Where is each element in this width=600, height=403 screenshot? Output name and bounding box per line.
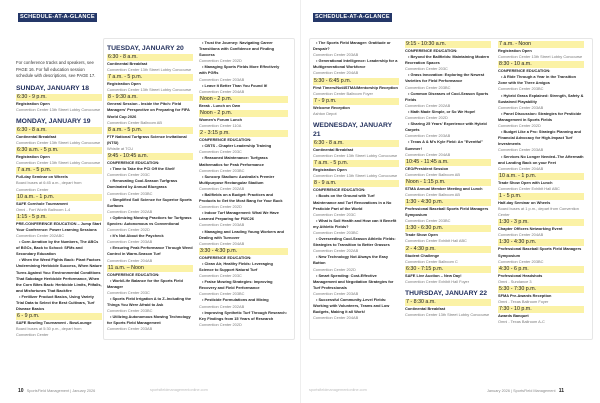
session-item: • Fraise Mowing Strategies: Improving Recovery and Field Performance bbox=[199, 279, 288, 291]
time-slot: 10 a.m. - 1 p.m. bbox=[16, 194, 102, 201]
session-item: • Common Diseases of Cool-Season Sports Fields bbox=[405, 91, 491, 103]
event-location: Convention Center 13th Street Lobby Concourse bbox=[405, 312, 490, 317]
event-title: Trade Show Open bbox=[405, 232, 438, 238]
session-item: • Panel Discussion: Strategies for Pesticide Management in Sports Fields bbox=[498, 111, 584, 123]
session-item: • Overseeding Cool-Season Athletic Fields: Strategies to Transition to Better Grasses bbox=[313, 236, 399, 248]
event-location: Convention Center 204AB bbox=[199, 240, 245, 246]
event-location: Convention Center 203C bbox=[199, 149, 242, 155]
event-location: Convention Center 203BC bbox=[199, 291, 245, 297]
time-slot: 4:30 - 6 p.m. bbox=[498, 266, 584, 273]
session-item: • Budget Like a Pro: Strategic Planning and Financial Advocacy for High-Impact Turf Investments bbox=[498, 129, 584, 147]
event-location: Convention Center Exhibit Hall ABC bbox=[405, 238, 467, 244]
event-location: Omni - Sundance 3 bbox=[498, 278, 532, 284]
event-location: Convention Center 202AB bbox=[405, 102, 451, 108]
page-number: 10 bbox=[18, 388, 24, 394]
event-location: Convention Center 203AB bbox=[498, 104, 544, 110]
event-title: Professional Headshots bbox=[498, 272, 543, 278]
schedule-column-3 bbox=[199, 40, 288, 336]
time-slot: 7 a.m. - 5 p.m. bbox=[16, 167, 102, 174]
event-location: Convention Center 202ABC bbox=[16, 233, 65, 238]
event-location: Convention Center 203AB bbox=[313, 290, 359, 296]
event-location: Convention Center 202AB bbox=[107, 208, 153, 214]
schedule-column-1 bbox=[16, 60, 102, 350]
time-slot: 10 a.m. - 1 p.m. bbox=[498, 173, 584, 180]
event-title: Continental Breakfast bbox=[313, 146, 354, 152]
event-location: Board buses at 5:30 p.m., depart from Convention Center bbox=[16, 326, 82, 338]
event-title: STMA Annual Member Meeting and Lunch bbox=[405, 185, 483, 191]
event-location: Convention Center 13th Street Lobby Concourse bbox=[313, 153, 398, 159]
schedule-column-6 bbox=[498, 40, 584, 336]
time-slot: 2 - 4:30 p.m. bbox=[405, 246, 491, 253]
time-slot: Noon - 1:15 p.m. bbox=[405, 179, 491, 186]
event-location: Convention Center Ballroom AB bbox=[405, 191, 460, 197]
time-slot: 1:15 - 5 p.m. bbox=[16, 214, 102, 221]
session-item: • Ballfields on a Budget: Practices and Products to Get the Most Bang for Your Buck bbox=[199, 192, 288, 204]
time-slot: 8 a.m. - 5 p.m. bbox=[107, 127, 193, 134]
footer-right bbox=[487, 388, 564, 394]
time-slot: 6:30 - 8 a.m. bbox=[16, 127, 102, 134]
event-title: SFMA Pre-Awards Reception bbox=[498, 292, 552, 298]
time-slot: 6:30 - 8 a.m. bbox=[313, 140, 399, 147]
event-location: Convention Center 203AB bbox=[405, 133, 451, 139]
time-slot: Noon - 2 p.m. bbox=[199, 110, 288, 117]
event-location: Omni - Texas Ballroom A-C bbox=[498, 319, 545, 325]
event-location: Convention Center Ballroom Foyer bbox=[313, 90, 373, 96]
session-item: • Generational Intelligence: Leadership for a Multigenerational Workforce bbox=[313, 58, 399, 70]
event-location: Convention Center 203AB bbox=[107, 239, 153, 245]
right-page bbox=[300, 0, 600, 403]
time-slot: 9:15 - 10:30 a.m. bbox=[405, 41, 491, 48]
session-item: • Texas A & M's Kyle Field: An "Eventful" Summer! bbox=[405, 139, 491, 151]
day-heading: WEDNESDAY, JANUARY 21 bbox=[313, 121, 393, 138]
event-location: Convention Center 204AB bbox=[498, 232, 544, 238]
event-location: Board buses at 6:45 a.m., depart from Convention Center bbox=[16, 180, 82, 192]
session-item: • Successful Community-Level Fields: Working with Volunteers, Teams and Low Budgets, Making it all Work! bbox=[313, 297, 399, 315]
session-item: • Smart Spending: Cost-Effective Management and Negotiation Strategies for Turf Professionals bbox=[313, 273, 399, 291]
event-location: Convention Center 110A bbox=[199, 123, 242, 129]
section-header: SCHEDULE-AT-A-GLANCE bbox=[315, 14, 390, 20]
time-slot: 5:30 - 6:45 p.m. bbox=[313, 78, 399, 85]
session-item: • CBTS - Chapter Leadership Training bbox=[199, 143, 288, 149]
event-title: Welcome Reception bbox=[313, 104, 350, 110]
event-location: Convention Center 203AB bbox=[107, 326, 153, 332]
education-label: CONFERENCE EDUCATION: bbox=[405, 48, 458, 53]
time-slot: 6 - 9 p.m. bbox=[16, 313, 102, 320]
footer-url: sportsfieldmanagementonline.com bbox=[309, 388, 367, 392]
session-item: • A Ride Through a Year in the Transition Zone with the Three Amigos bbox=[498, 74, 584, 86]
event-title: Student Challenge bbox=[405, 252, 440, 258]
event-title: Continental Breakfast bbox=[405, 305, 446, 311]
time-slot: Noon - 2 p.m. bbox=[199, 96, 288, 103]
session-item: • Boots on the Ground with Turf Maintenance and Turf Renovations in a No Pesticide Part of the World bbox=[313, 193, 399, 211]
event-location: Convention Center 202D bbox=[199, 321, 242, 327]
event-location: Board buses at 1 p.m., depart from Convention Center bbox=[498, 206, 579, 218]
event-location: Convention Center 203C bbox=[199, 273, 242, 279]
event-title: Registration Open bbox=[16, 154, 50, 160]
schedule-column-2 bbox=[107, 40, 193, 336]
education-label: CONFERENCE EDUCATION: bbox=[107, 160, 160, 166]
session-item: • Trust the Journey: Navigating Career Transitions with Confidence and Finding Success bbox=[199, 40, 288, 58]
event-title: Chapter Officers Networking Event bbox=[498, 226, 563, 232]
time-slot: 10:45 - 11:45 a.m. bbox=[405, 159, 491, 166]
education-label: CONFERENCE EDUCATION: bbox=[107, 271, 160, 277]
intro-text: For conference tracks and speakers, see PAGE 16. For full education session schedule with descriptions, see PAGE 17. bbox=[16, 60, 96, 79]
page-number: 11 bbox=[558, 388, 564, 394]
session-item: • Beyond the Ballfields: Maintaining Modern Recreation Spaces bbox=[405, 54, 491, 66]
time-slot: 3:30 - 4:30 p.m. bbox=[199, 248, 288, 255]
event-location: Convention Center Exhibit Hall Foyer bbox=[405, 278, 470, 284]
time-slot: 8:30 - 10 a.m. bbox=[498, 61, 584, 68]
event-location: Convention Center 203BC bbox=[199, 167, 245, 173]
session-item: • What is Soil Health and How can it Benefit my Athletic Fields? bbox=[313, 218, 399, 230]
event-location: Convention Center Ballroom C bbox=[405, 258, 458, 264]
event-location: Convention Center 13th Street Lobby Concourse bbox=[16, 140, 101, 146]
time-slot: 7 - 8:30 a.m. bbox=[405, 299, 491, 306]
session-item: • Sports Field Irrigation A to Z–Including the Things You Were Afraid to Ask bbox=[107, 296, 193, 308]
event-location: Convention Center 204AB bbox=[199, 88, 245, 94]
session-item: • Managing Sports Fields More Effectively with PGRs bbox=[199, 64, 288, 76]
event-location: Convention Center Ballroom AB bbox=[405, 171, 460, 177]
event-title: General Session - Inside the Pitch: Field Managers' Perspective on Preparing for FIFA World Cup 2026 bbox=[107, 101, 190, 119]
time-slot: 7 a.m. - 5 p.m. bbox=[313, 160, 399, 167]
event-title: SAFE Live Auction – New Day! bbox=[405, 272, 462, 278]
session-item: • Managing and Leading Young Workers and Dealing with Turnover bbox=[199, 229, 288, 241]
event-title: Registration Open bbox=[313, 167, 347, 173]
education-label: CONFERENCE EDUCATION: bbox=[313, 187, 366, 193]
event-location: Convention Center 13th Street Lobby Concourse bbox=[107, 87, 192, 93]
session-item: • Reasoned Maintenance: Turfgrass Mathematics for Peak Performance bbox=[199, 155, 288, 167]
session-item: • Corn Aeration by the Numbers, The ABCs of BGCs, Back to School: SFMs and Secondary Education bbox=[16, 239, 102, 257]
time-slot: 1:30 - 3 p.m. bbox=[498, 219, 584, 226]
time-slot: 7 - 9 p.m. bbox=[313, 98, 399, 105]
session-item: • The Sports Field Manager: Gratitude or Despair? bbox=[313, 40, 399, 52]
event-title: Registration Open bbox=[107, 81, 141, 87]
event-location: Convention Center 203AB bbox=[199, 76, 245, 82]
session-item: • Time to Take the PCI Off the Shelf bbox=[107, 166, 193, 172]
session-item: • Suncorp Stadium: Australia's Premier Multipurpose Rectangular Stadium bbox=[199, 174, 288, 186]
time-slot: 1:30 - 4:30 p.m. bbox=[498, 239, 584, 246]
time-slot: 6:30 - 9 p.m. bbox=[16, 94, 102, 101]
event-location: Convention Center 202AB bbox=[199, 185, 245, 191]
footer-url: sportsfieldmanagementonline.com bbox=[150, 388, 208, 392]
session-item: • Math Made Simple, or So We Hope! bbox=[405, 109, 491, 115]
schedule-column-4 bbox=[313, 40, 399, 336]
session-item: • Indoor Turf Management: What We Have Learned Preparing for FWC26 bbox=[199, 210, 288, 222]
education-label: CONFERENCE EDUCATION: bbox=[498, 68, 551, 74]
event-location: Convention Center 203BC bbox=[498, 258, 544, 264]
time-slot: 7:30 - 10 p.m. bbox=[498, 306, 584, 313]
time-slot: 9:45 - 10:45 a.m. bbox=[107, 153, 193, 160]
event-title: Professional Baseball Sports Field Managers Symposium bbox=[498, 246, 582, 258]
day-heading: MONDAY, JANUARY 19 bbox=[16, 117, 91, 125]
event-location: Convention Center 13th Street Lobby Concourse bbox=[498, 54, 583, 60]
event-location: Convention Center 204AB bbox=[107, 257, 153, 263]
time-slot: 1:30 - 4:30 p.m. bbox=[405, 199, 491, 206]
session-item: • It's Not About the Paycheck bbox=[107, 233, 193, 239]
event-location: Convention Center 202D bbox=[199, 58, 242, 64]
event-title: Half-day Seminar on Wheels bbox=[498, 199, 551, 205]
schedule-column-5 bbox=[405, 40, 491, 336]
session-item: • Improving Synthetic Turf Through Research: Key Findings from 15 Years of Research bbox=[199, 310, 288, 322]
event-title: CEO/President Session bbox=[405, 165, 449, 171]
event-location: Convention Center 204AB bbox=[405, 151, 451, 157]
time-slot: 1:30 - 6:30 p.m. bbox=[405, 225, 491, 232]
event-title: Registration Open bbox=[16, 100, 50, 106]
event-location: Convention Center 202D bbox=[405, 115, 448, 121]
day-heading: THURSDAY, JANUARY 22 bbox=[405, 289, 488, 297]
footer-left bbox=[18, 388, 95, 394]
event-location: Whistle at TCU bbox=[107, 145, 134, 151]
event-title: Continental Breakfast bbox=[16, 133, 57, 139]
footer-magazine: SportsField Management | January 2026 bbox=[26, 389, 96, 393]
event-title: Awards Banquet bbox=[498, 313, 529, 319]
event-location: Convention Center 13th Street Lobby Concourse bbox=[107, 67, 192, 73]
event-location: Convention Center Ballroom AB bbox=[107, 119, 162, 125]
education-label: CONFERENCE EDUCATION: bbox=[199, 137, 252, 143]
time-slot: 6:30 - 7:15 p.m. bbox=[405, 266, 491, 273]
event-location: Convention Center 202AB bbox=[199, 303, 245, 309]
session-item: • When the Weed Fights Back: Plant Factors Undermining Herbicide Success, When Nature Turns Against You: Environmental Conditions That Sabotage Herbicide Performance, When the Corn Bites Back: Herbicide Limits, Pitfalls, and Misfortunes That Backfire bbox=[16, 257, 102, 294]
event-location: Convention Center 203C bbox=[405, 66, 448, 72]
event-location: Convention Center 13th Street Lobby Concourse bbox=[16, 160, 101, 166]
event-location: Convention Center 202D bbox=[107, 227, 150, 233]
session-item: • Simplified Soil Science for Superior Sports Surfaces bbox=[107, 197, 193, 209]
session-item: • Grass Innovation: Exploring the Newest Varieties for Field Performance bbox=[405, 72, 491, 84]
time-slot: 6:30 - 8 a.m. bbox=[107, 54, 193, 61]
session-item: • Ensuring Peak Performance Through Weed Control in Warm-Season Turf bbox=[107, 245, 193, 257]
event-location: Convention Center 203BC bbox=[498, 86, 544, 92]
session-item: • Pesticide Formulations and Mixing bbox=[199, 297, 288, 303]
session-item: • Utilizing Autonomous Mowing Technology for Sports Field Management bbox=[107, 314, 193, 326]
event-location: Omni - Texas Ballroom Foyer bbox=[498, 299, 549, 304]
time-slot: 1 - 5 p.m. bbox=[498, 193, 584, 200]
event-location: Convention Center 204AB bbox=[313, 70, 359, 76]
event-location: Convention Center 204AB bbox=[313, 315, 359, 321]
event-location: Omni - Fort Worth Ballroom 1-4 bbox=[16, 206, 71, 212]
event-location: Convention Center 203BC bbox=[405, 84, 451, 90]
session-item: • New Technology Not Always the Easy Button bbox=[313, 254, 399, 266]
time-slot: 8 - 9 a.m. bbox=[313, 180, 399, 187]
event-title: Continental Breakfast bbox=[107, 61, 148, 66]
event-title: Women's Forum Lunch bbox=[199, 116, 243, 122]
event-location: Convention Center 202D bbox=[313, 266, 356, 272]
event-title: PRE-CONFERENCE EDUCATION – Jump Start Your Conference: Power Learning Sessions bbox=[16, 220, 102, 232]
footer-magazine: January 2026 | SportsField Management bbox=[487, 389, 556, 393]
session-item: • Work/Life Balance for the Sports Field Manager bbox=[107, 278, 193, 290]
event-title: Registration Open bbox=[498, 48, 532, 53]
event-location: Convention Center 202AB bbox=[313, 248, 359, 254]
time-slot: 6:30 a.m. - 5 p.m. bbox=[16, 147, 102, 154]
time-slot: 7 a.m. - Noon bbox=[498, 41, 584, 48]
event-location: Ashton Depot bbox=[313, 110, 337, 116]
event-location: Convention Center 203AB bbox=[498, 147, 544, 153]
event-location: Convention Center 203BC bbox=[107, 190, 153, 196]
event-location: Convention Center 203AB bbox=[199, 222, 245, 228]
day-heading: TUESDAY, JANUARY 20 bbox=[107, 45, 184, 52]
time-slot: 2 - 3:15 p.m. bbox=[199, 130, 288, 137]
session-item: • Services No Longer Needed–The Aftermath and Landing Back on your Feet bbox=[498, 154, 584, 166]
event-location: Convention Center 203C bbox=[107, 289, 150, 295]
event-location: Convention Center 203BC bbox=[313, 229, 359, 235]
event-location: Convention Center 203BC bbox=[107, 308, 153, 314]
session-item: • Sharing 25 Years' Experience with Hybrid Carpets bbox=[405, 121, 491, 133]
event-location: Convention Center 203C bbox=[313, 211, 356, 217]
session-item: • Renovating Cool-Season Turfgrass Dominated by Annual Bluegrass bbox=[107, 178, 193, 190]
event-title: First Timers/Not4STMA/Mentorship Reception bbox=[313, 84, 398, 90]
event-location: Convention Center 203BC bbox=[405, 218, 451, 224]
event-location: Convention Center 203AB bbox=[313, 52, 359, 58]
session-item: • Hybrid Grass Explained: Strength, Safety & Sustained Playability bbox=[498, 93, 584, 105]
session-item: • Fertilizer Product Basics, Using Variety Trial Data to Select the Best Cultivars, Turf Disease Basics bbox=[16, 294, 102, 312]
event-location: Convention Center 202D bbox=[199, 204, 242, 210]
section-header: SCHEDULE-AT-A-GLANCE bbox=[20, 14, 95, 20]
event-title: Break - Lunch on Own bbox=[199, 102, 241, 108]
session-item: • Leave It Better Than You Found It! bbox=[199, 83, 288, 89]
session-item: • Clean Air, Healthy Fields: Leveraging Science to Support Natural Turf bbox=[199, 261, 288, 273]
event-location: Convention Center 13th Street Lobby Concourse bbox=[16, 106, 101, 112]
event-title: SAFE Cornhole Tournament bbox=[16, 200, 68, 206]
event-title: Full-day Seminar on Wheels bbox=[16, 174, 68, 180]
time-slot: 7 a.m. - 5 p.m. bbox=[107, 74, 193, 81]
time-slot: 8 - 9:30 a.m. bbox=[107, 94, 193, 101]
time-slot: 5:30 - 7:30 p.m. bbox=[498, 286, 584, 293]
event-location: Convention Center 204AB bbox=[498, 165, 544, 171]
event-title: Trade Show Open with Lunch bbox=[498, 179, 553, 185]
event-location: Convention Center Exhibit Hall ABC bbox=[498, 185, 560, 191]
event-location: Convention Center 203C bbox=[107, 172, 150, 178]
event-title: SAFE Bowling Tournament - BowLounge bbox=[16, 320, 92, 326]
event-location: Convention Center 202D bbox=[498, 123, 541, 129]
education-label: CONFERENCE EDUCATION: bbox=[199, 254, 252, 260]
event-title: Professional Baseball Sports Field Managers Symposium bbox=[405, 206, 489, 218]
day-heading: SUNDAY, JANUARY 18 bbox=[16, 84, 90, 92]
session-item: • Optimizing Mowing Practices for Turfgrass Species: Autonomous vs Conventional bbox=[107, 215, 193, 227]
event-location: Convention Center 13th Street Lobby Concourse bbox=[313, 173, 398, 179]
time-slot: 11 a.m. – Noon bbox=[107, 265, 193, 272]
event-title: FTF National Turfgrass Science Invitational (NTSI) bbox=[107, 133, 187, 145]
